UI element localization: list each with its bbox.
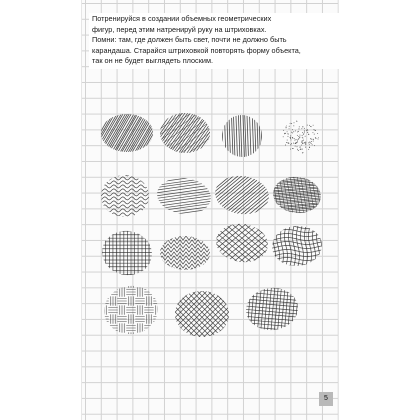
workbook-page (82, 0, 338, 420)
hatching-swatches (82, 0, 338, 420)
hatching-swatch-zigzag (150, 216, 219, 288)
page-number: 5 (319, 392, 333, 406)
hatching-swatch-horizontal-wavy (91, 161, 157, 228)
instruction-line-3: Помни: там, где должен быть свет, почти не должно быть (92, 35, 287, 44)
hatching-swatch-diamond-crosshatch (141, 253, 263, 373)
instruction-line-4: карандаша. Старайся штриховкой повторять форму объекта, (92, 45, 301, 55)
hatching-swatch-curved-crosshatch (261, 210, 332, 281)
hatching-swatch-grid-cross (87, 213, 167, 293)
instruction-line-1: Потренируйся в создании объемных геометрических (92, 14, 272, 23)
hatching-swatch-grid-mesh (227, 264, 317, 354)
hatching-swatch-vertical-lines (208, 101, 277, 170)
instruction-line-2: фигур, перед этим натренируй руку на штриховках. (92, 24, 267, 34)
hatching-swatch-stipple-dots (283, 121, 319, 154)
hatching-swatch-basket-weave (100, 279, 163, 342)
instruction-line-5: так он не будет выглядеть плоским. (92, 56, 214, 65)
